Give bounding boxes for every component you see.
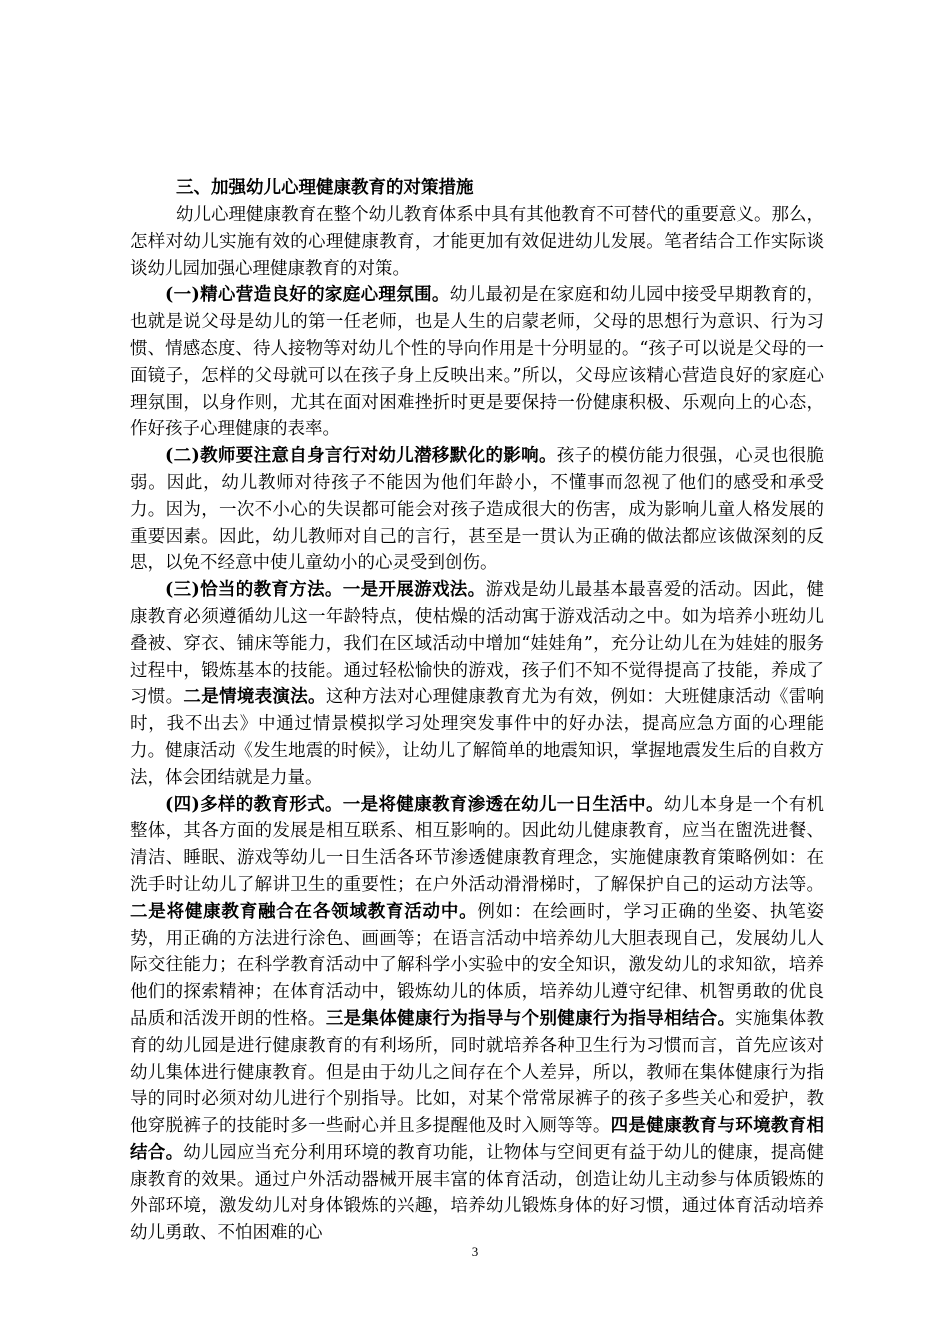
form-3-text: 实施集体教育的幼儿园是进行健康教育的有利场所，同时就培养各种卫生行为习惯而言，首先应该对幼儿集体进行健康教育。但是由于幼儿之间存在个人差异，所以，教师在集体健康行为指导的同时必须对幼儿进行个别指导。比如，对某个常常尿裤子的孩子多些关心和爱护，教他穿脱裤子的技能时多一些耐心并且多提醒他及时入厕等等。 bbox=[130, 1008, 825, 1137]
paragraph-section-1 bbox=[130, 282, 824, 443]
form-4-title: 四是健康教育与环境教育相结合。 bbox=[130, 1116, 825, 1163]
form-1-title: 一是将健康教育渗透在幼儿一日生活中。 bbox=[342, 794, 664, 815]
section-1-title: (一)精心营造良好的家庭心理氛围。 bbox=[165, 285, 450, 306]
intro-text: 幼儿心理健康教育在整个幼儿教育体系中具有其他教育不可替代的重要意义。那么，怎样对幼儿实施有效的心理健康教育，才能更加有效促进幼儿发展。笔者结合工作实际谈谈幼儿园加强心理健康教育的对策。 bbox=[130, 205, 824, 279]
form-1-text: 幼儿本身是一个有机整体，其各方面的发展是相互联系、相互影响的。因此幼儿健康教育，应当在盥洗进餐、清洁、睡眠、游戏等幼儿一日生活各环节渗透健康教育理念，实施健康教育策略例如：在洗手时让幼儿了解讲卫生的重要性；在户外活动滑滑梯时，了解保护自己的运动方法等。 bbox=[130, 794, 825, 895]
form-3-title: 三是集体健康行为指导与个别健康行为指导相结合。 bbox=[325, 1008, 736, 1029]
intro-paragraph bbox=[130, 202, 824, 282]
form-2-text: 例如：在绘画时，学习正确的坐姿、执笔姿势，用正确的方法进行涂色、画画等；在语言活动中培养幼儿大胆表现自己，发展幼儿人际交往能力；在科学教育活动中了解科学小实验中的安全知识，激发幼儿的求知欲，培养他们的探索精神；在体育活动中，锻炼幼儿的体质，培养幼儿遵守纪律、机智勇敢的优良品质和活泼开朗的性格。 bbox=[130, 901, 824, 1029]
section-3-title: (三)恰当的教育方法。 bbox=[165, 580, 343, 601]
section-2-text: 孩子的模仿能力很强，心灵也很脆弱。因此，幼儿教师对待孩子不能因为他们年龄小，不懂事而忽视了他们的感受和承受力。因为，一次不小心的失误都可能会对孩子造成很大的伤害，成为影响儿童人格发展的重要因素。因此，幼儿教师对自己的言行，甚至是一贯认为正确的做法都应该做深刻的反思，以免不经意中使儿童幼小的心灵受到创伤。 bbox=[130, 446, 825, 574]
section-4-title: (四)多样的教育形式。 bbox=[165, 794, 343, 815]
paragraph-section-3 bbox=[130, 577, 824, 791]
document-page bbox=[130, 174, 824, 1247]
method-1-text: 游戏是幼儿最基本最喜爱的活动。因此，健康教育必须遵循幼儿这一年龄特点，使枯燥的活动寓于游戏活动之中。如为培养小班幼儿叠被、穿衣、铺床等能力，我们在区域活动中增加“娃娃角”，充分让幼儿在为娃娃的服务过程中，锻炼基本的技能。通过轻松愉快的游戏，孩子们不知不觉得提高了技能，养成了习惯。 bbox=[130, 580, 825, 708]
section-2-title: (二)教师要注意自身言行对幼儿潜移默化的影响。 bbox=[165, 446, 557, 467]
method-1-title: 一是开展游戏法。 bbox=[342, 580, 486, 601]
method-2-text: 这种方法对心理健康教育尤为有效，例如：大班健康活动《雷响时，我不出去》中通过情景模拟学习处理突发事件中的好办法，提高应急方面的心理能力。健康活动《发生地震的时候》，让幼儿了解简单的地震知识，掌握地震发生后的自救方法，体会团结就是力量。 bbox=[130, 687, 825, 788]
form-4-text: 幼儿园应当充分利用环境的教育功能，让物体与空间更有益于幼儿的健康，提高健康教育的效果。通过户外活动器械开展丰富的体育活动，创造让幼儿主动参与体质锻炼的外部环境，激发幼儿对身体锻炼的兴趣，培养幼儿锻炼身体的好习惯，通过体育活动培养幼儿勇敢、不怕困难的心 bbox=[130, 1142, 825, 1244]
section-1-text: 幼儿最初是在家庭和幼儿园中接受早期教育的，也就是说父母是幼儿的第一任老师，也是人生的启蒙老师，父母的思想行为意识、行为习惯、情感态度、待人接物等对幼儿个性的导向作用是十分明显的。“孩子可以说是父母的一面镜子，怎样的父母就可以在孩子身上反映出来。”所以，父母应该精心营造良好的家庭心理氛围，以身作则，尤其在面对困难挫折时更是要保持一份健康积极、乐观向上的心态，作好孩子心理健康的表率。 bbox=[130, 285, 825, 440]
page-number: 3 bbox=[471, 1244, 479, 1259]
section-heading: 三、加强幼儿心理健康教育的对策措施 bbox=[176, 178, 474, 198]
paragraph-section-2 bbox=[130, 443, 824, 577]
paragraph-section-4 bbox=[130, 792, 824, 1248]
form-2-title: 二是将健康教育融合在各领域教育活动中。 bbox=[130, 901, 478, 922]
method-2-title: 二是情境表演法。 bbox=[183, 687, 326, 708]
